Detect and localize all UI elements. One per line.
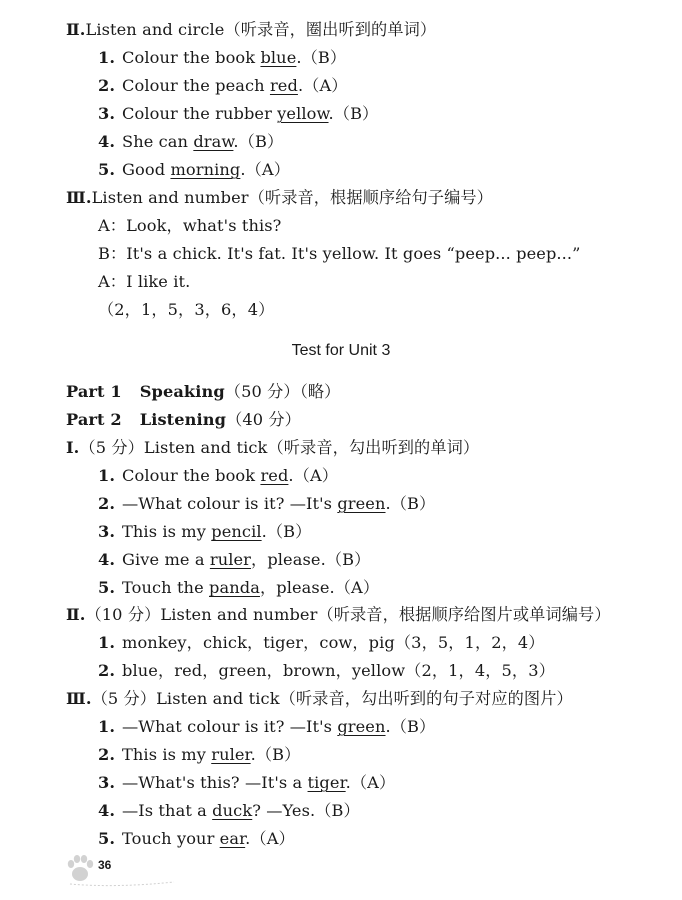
list-item: 3. This is my pencil.（B） — [98, 522, 312, 541]
dialogue-line: A：Look，what's this? — [98, 216, 282, 235]
section-heading-listen-and-number-unit3: Ⅱ.（10 分）Listen and number（听录音，根据顺序给图片或单词编号） — [66, 605, 611, 624]
section-heading-listen-and-tick: Ⅰ.（5 分）Listen and tick（听录音，勾出听到的单词） — [66, 438, 480, 457]
list-item: 4. She can draw.（B） — [98, 132, 284, 151]
page-title: Test for Unit 3 — [291, 342, 391, 359]
list-item: 1. Colour the book blue.（B） — [98, 48, 347, 67]
section-heading-listen-and-number: Ⅲ.Listen and number（听录音，根据顺序给句子编号） — [66, 188, 493, 207]
list-item: 5. Good morning.（A） — [98, 160, 290, 179]
answer-sequence: （2，1，5，3，6，4） — [98, 300, 275, 319]
section-heading-listen-and-circle: Ⅱ.Listen and circle（听录音，圈出听到的单词） — [66, 20, 437, 39]
list-item: 3. —What's this? —It's a tiger.（A） — [98, 773, 396, 792]
list-item: 3. Colour the rubber yellow.（B） — [98, 104, 379, 123]
list-item: 2. Colour the peach red.（A） — [98, 76, 348, 95]
list-item: 1. Colour the book red.（A） — [98, 466, 339, 485]
dialogue-line: A：I like it. — [98, 272, 191, 291]
list-item: 4. —Is that a duck? —Yes.（B） — [98, 801, 360, 820]
list-item: 2. —What colour is it? —It's green.（B） — [98, 494, 436, 513]
part-heading: Part 1 Speaking（50 分）（略） — [66, 382, 341, 401]
list-item: 5. Touch the panda，please.（A） — [98, 578, 380, 597]
list-item: 2. blue，red，green，brown，yellow（2，1，4，5，3） — [98, 661, 555, 680]
list-item: 2. This is my ruler.（B） — [98, 745, 301, 764]
list-item: 5. Touch your ear.（A） — [98, 829, 295, 848]
list-item: 4. Give me a ruler，please.（B） — [98, 550, 371, 569]
section-heading-listen-and-tick-pictures: Ⅲ.（5 分）Listen and tick（听录音，勾出听到的句子对应的图片） — [66, 689, 573, 708]
list-item: 1. monkey，chick，tiger，cow，pig（3，5，1，2，4） — [98, 633, 545, 652]
paw-print-icon — [66, 850, 176, 890]
part-heading: Part 2 Listening（40 分） — [66, 410, 301, 429]
page-number: 36 — [98, 858, 112, 872]
dialogue-line: B：It's a chick. It's fat. It's yellow. It goes “peep... peep...” — [98, 244, 581, 263]
list-item: 1. —What colour is it? —It's green.（B） — [98, 717, 436, 736]
